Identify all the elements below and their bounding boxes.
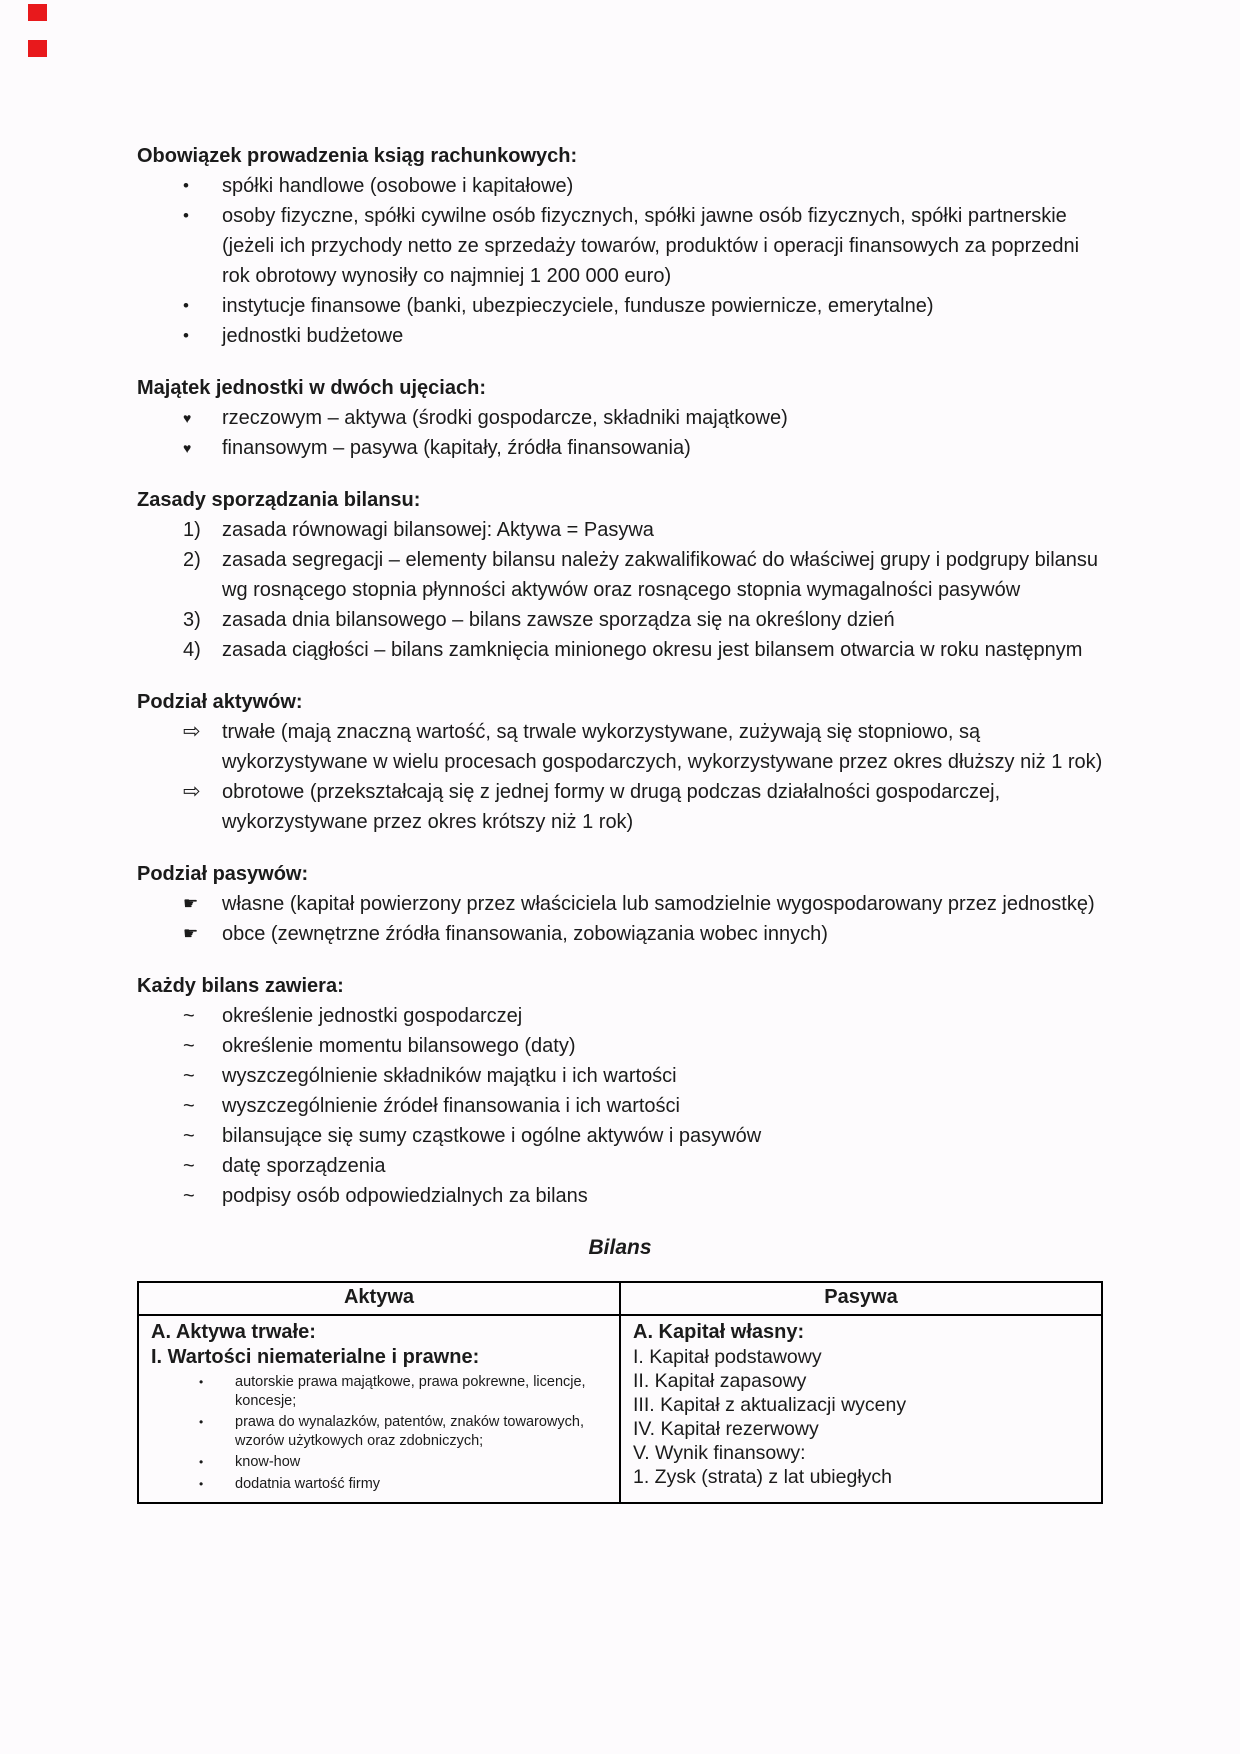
- list-item: [183, 605, 1103, 635]
- list-item: [183, 201, 1103, 291]
- pasywa-line: V. Wynik finansowy:: [633, 1442, 806, 1464]
- list-item-text: obrotowe (przekształcają się z jednej formy w drugą podczas działalności gospodarczej, wykorzystywane przez okres krótszy niż 1 rok): [222, 781, 1001, 833]
- aktywa-group-a: A. Aktywa trwałe:: [151, 1321, 316, 1343]
- list-item-text: zasada równowagi bilansowej: Aktywa = Pasywa: [222, 519, 654, 541]
- list-item: [199, 1413, 591, 1450]
- list-item-text: dodatnia wartość firmy: [235, 1475, 381, 1492]
- list-item: [183, 1091, 1103, 1121]
- pasywa-line: II. Kapitał zapasowy: [633, 1370, 807, 1392]
- list-item: [183, 1001, 1103, 1031]
- list-item: [199, 1453, 591, 1472]
- list-item: [183, 635, 1103, 665]
- pasywa-line: A. Kapitał własny:: [633, 1321, 805, 1343]
- section-majatek: [137, 373, 1103, 463]
- table-header-aktywa: Aktywa: [138, 1282, 620, 1315]
- bullet-icon: •: [183, 176, 189, 195]
- cell-pasywa: [620, 1315, 1102, 1503]
- section-zasady: [137, 485, 1103, 665]
- list-item-text: zasada dnia bilansowego – bilans zawsze sporządza się na określony dzień: [222, 609, 895, 631]
- bullet-icon: •: [183, 326, 189, 345]
- tilde-icon: ~: [183, 1185, 195, 1207]
- list-item-text: obce (zewnętrzne źródła finansowania, zobowiązania wobec innych): [222, 923, 828, 945]
- bilans-title: Bilans: [588, 1236, 652, 1259]
- arrow-right-icon: ⇨: [183, 720, 201, 743]
- list-item: [199, 1373, 591, 1410]
- section-podzial-aktywow: [137, 687, 1103, 837]
- tilde-icon: ~: [183, 1125, 195, 1147]
- list-item-text: trwałe (mają znaczną wartość, są trwale wykorzystywane, zużywają się stopniowo, są wykorzystywane w wielu procesach gospodarczych, wykorzystywane przez okres dłuższy niż 1 rok): [222, 721, 1103, 773]
- list-item-text: finansowym – pasywa (kapitały, źródła finansowania): [222, 437, 691, 459]
- table-row: [138, 1315, 1102, 1503]
- section-heading: Każdy bilans zawiera:: [137, 975, 344, 997]
- heart-icon: ♥: [183, 440, 192, 456]
- list-item-text: osoby fizyczne, spółki cywilne osób fizycznych, spółki jawne osób fizycznych, spółki partnerskie (jeżeli ich przychody netto ze sprzedaży towarów, produktów i operacji finansowych za poprzedni rok obrotowy wynosiły co najmniej 1 200 000 euro): [222, 205, 1080, 287]
- section-obowiazek: [137, 141, 1103, 351]
- pasywa-line: IV. Kapitał rezerwowy: [633, 1418, 819, 1440]
- list-item: [183, 717, 1103, 777]
- list-item-text: wyszczególnienie składników majątku i ich wartości: [222, 1065, 677, 1087]
- list-item: [183, 545, 1103, 605]
- list-item: [183, 433, 1103, 463]
- heart-icon: ♥: [183, 410, 192, 426]
- list-item: [183, 171, 1103, 201]
- list-item: [183, 919, 1103, 949]
- cell-aktywa: [138, 1315, 620, 1503]
- list-number: 4): [183, 639, 201, 661]
- tilde-icon: ~: [183, 1155, 195, 1177]
- table-header-pasywa: Pasywa: [620, 1282, 1102, 1315]
- list-item-text: prawa do wynalazków, patentów, znaków towarowych, wzorów użytkowych oraz zdobniczych;: [235, 1414, 584, 1449]
- list-item-text: określenie jednostki gospodarczej: [222, 1005, 523, 1027]
- list-item: [183, 403, 1103, 433]
- tilde-icon: ~: [183, 1005, 195, 1027]
- list-item-text: spółki handlowe (osobowe i kapitałowe): [222, 175, 574, 197]
- list-item: [183, 889, 1103, 919]
- aktywa-group-i: I. Wartości niematerialne i prawne:: [151, 1346, 480, 1368]
- pasywa-line: 1. Zysk (strata) z lat ubiegłych: [633, 1466, 893, 1488]
- list-item: [183, 291, 1103, 321]
- list-item-text: datę sporządzenia: [222, 1155, 386, 1177]
- red-square-marker: [28, 4, 47, 21]
- pasywa-line: III. Kapitał z aktualizacji wyceny: [633, 1394, 907, 1416]
- section-heading: Obowiązek prowadzenia ksiąg rachunkowych:: [137, 145, 578, 167]
- list-item: [183, 1061, 1103, 1091]
- list-item: [183, 515, 1103, 545]
- tilde-icon: ~: [183, 1095, 195, 1117]
- pointing-hand-icon: ☛: [183, 894, 199, 913]
- list-item: [183, 1181, 1103, 1211]
- bullet-icon: •: [199, 1375, 204, 1389]
- bullet-icon: •: [199, 1455, 204, 1469]
- list-number: 2): [183, 549, 201, 571]
- list-item-text: własne (kapitał powierzony przez właściciela lub samodzielnie wygospodarowany przez jednostkę): [222, 893, 1095, 915]
- list-item-text: jednostki budżetowe: [222, 325, 404, 347]
- list-item: [183, 777, 1103, 837]
- list-item-text: rzeczowym – aktywa (środki gospodarcze, składniki majątkowe): [222, 407, 788, 429]
- list-item-text: bilansujące się sumy cząstkowe i ogólne aktywów i pasywów: [222, 1125, 762, 1147]
- list-item-text: podpisy osób odpowiedzialnych za bilans: [222, 1185, 588, 1207]
- bullet-icon: •: [183, 296, 189, 315]
- list-number: 3): [183, 609, 201, 631]
- list-item-text: zasada ciągłości – bilans zamknięcia minionego okresu jest bilansem otwarcia w roku następnym: [222, 639, 1083, 661]
- tilde-icon: ~: [183, 1035, 195, 1057]
- balance-table: [137, 1281, 1103, 1504]
- section-heading: Podział pasywów:: [137, 863, 309, 885]
- list-item-text: autorskie prawa majątkowe, prawa pokrewne, licencje, koncesje;: [235, 1374, 586, 1409]
- list-item-text: zasada segregacji – elementy bilansu należy zakwalifikować do właściwej grupy i podgrupy bilansu wg rosnącego stopnia płynności aktywów oraz rosnącego stopnia wymagalności pasywów: [222, 549, 1099, 601]
- section-heading: Podział aktywów:: [137, 691, 303, 713]
- red-square-marker: [28, 40, 47, 57]
- list-item-text: określenie momentu bilansowego (daty): [222, 1035, 576, 1057]
- list-item-text: know-how: [235, 1454, 301, 1470]
- list-item: [183, 1121, 1103, 1151]
- pointing-hand-icon: ☛: [183, 924, 199, 943]
- bullet-icon: •: [183, 206, 189, 225]
- bullet-icon: •: [199, 1476, 204, 1491]
- section-podzial-pasywow: [137, 859, 1103, 949]
- list-item: [183, 1031, 1103, 1061]
- list-number: 1): [183, 519, 201, 541]
- list-item-text: instytucje finansowe (banki, ubezpieczyciele, fundusze powiernicze, emerytalne): [222, 295, 934, 317]
- tilde-icon: ~: [183, 1065, 195, 1087]
- list-item: [183, 1151, 1103, 1181]
- list-item: [199, 1475, 591, 1494]
- section-heading: Zasady sporządzania bilansu:: [137, 489, 421, 511]
- scanned-notes-page: [137, 141, 1103, 1504]
- pasywa-line: I. Kapitał podstawowy: [633, 1346, 822, 1368]
- section-kazdy-bilans: [137, 971, 1103, 1211]
- arrow-right-icon: ⇨: [183, 780, 201, 803]
- list-item: [183, 321, 1103, 351]
- bullet-icon: •: [199, 1415, 204, 1429]
- section-heading: Majątek jednostki w dwóch ujęciach:: [137, 377, 486, 399]
- list-item-text: wyszczególnienie źródeł finansowania i ich wartości: [222, 1095, 680, 1117]
